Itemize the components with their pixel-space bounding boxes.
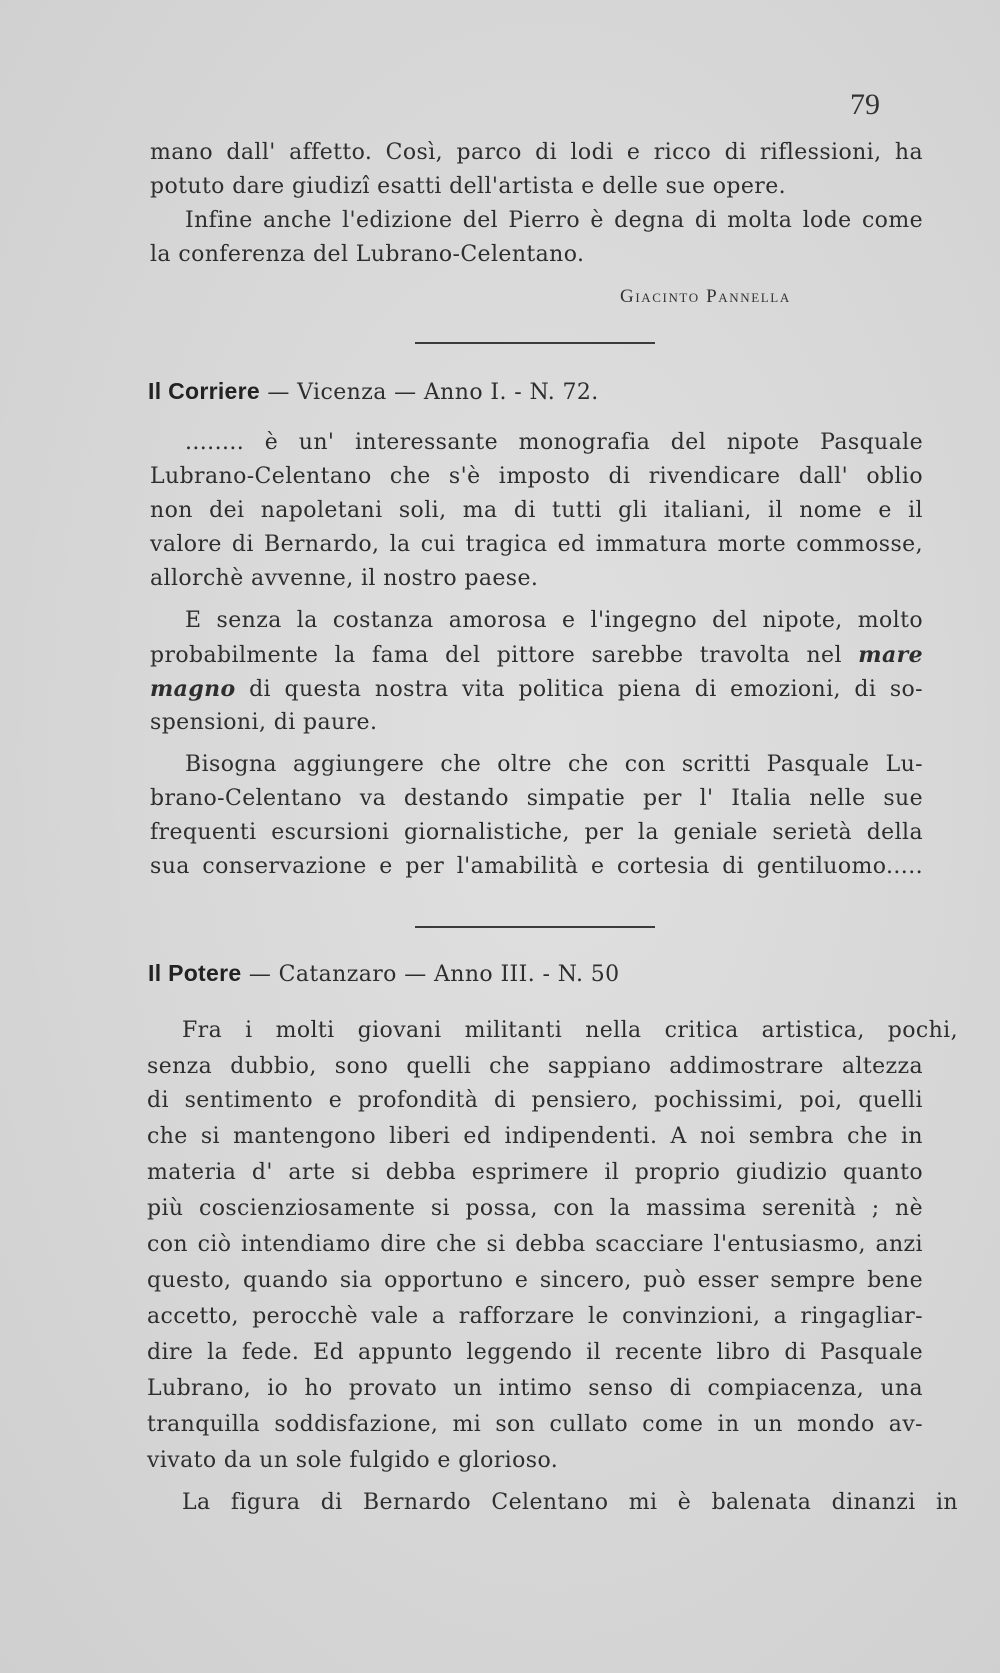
text-line: la conferenza del Lubrano-Celentano.: [150, 242, 585, 267]
section-header: [148, 960, 620, 987]
publication-details: — Vicenza — Anno I. - N. 72.: [259, 380, 599, 405]
text-line: ........ è un' interessante monografia del nipote Pasquale: [185, 430, 923, 455]
text-line: Bisogna aggiungere che oltre che con scritti Pasquale Lu-: [185, 752, 923, 777]
publication-details: — Catanzaro — Anno III. - N. 50: [241, 962, 620, 987]
text-line: [150, 642, 923, 669]
section-divider: [415, 342, 655, 344]
italic-phrase: magno: [150, 676, 236, 702]
text-line: sua conservazione e per l'amabilità e cortesia di gentiluomo.....: [150, 854, 923, 879]
italic-phrase: mare: [858, 642, 923, 668]
text-line: che si mantengono liberi ed indipendenti. A noi sembra che in: [147, 1124, 923, 1149]
publication-name: Il Corriere: [148, 378, 260, 404]
text-line: di sentimento e profondità di pensiero, pochissimi, poi, quelli: [147, 1088, 923, 1113]
text-line: mano dall' affetto. Così, parco di lodi e ricco di riflessioni, ha: [150, 140, 923, 165]
text-segment: di questa nostra vita politica piena di emozioni, di so-: [235, 677, 923, 702]
text-line: E senza la costanza amorosa e l'ingegno del nipote, molto: [185, 608, 923, 633]
text-line: potuto dare giudizî esatti dell'artista e delle sue opere.: [150, 174, 787, 199]
text-line: valore di Bernardo, la cui tragica ed immatura morte commosse,: [150, 532, 923, 557]
text-line: più coscienziosamente si possa, con la massima serenità ; nè: [147, 1196, 923, 1221]
text-segment: probabilmente la fama del pittore sarebbe travolta nel: [150, 643, 859, 668]
text-line: Infine anche l'edizione del Pierro è degna di molta lode come: [185, 208, 923, 233]
text-line: dire la fede. Ed appunto leggendo il recente libro di Pasquale: [147, 1340, 923, 1365]
text-line: Lubrano, io ho provato un intimo senso di compiacenza, una: [147, 1376, 923, 1401]
text-line: La figura di Bernardo Celentano mi è balenata dinanzi in: [182, 1490, 958, 1515]
text-line: questo, quando sia opportuno e sincero, può esser sempre bene: [147, 1268, 923, 1293]
section-divider: [415, 926, 655, 928]
text-line: brano-Celentano va destando simpatie per l' Italia nelle sue: [150, 786, 923, 811]
text-line: vivato da un sole fulgido e glorioso.: [147, 1448, 559, 1473]
text-line: Lubrano-Celentano che s'è imposto di rivendicare dall' oblio: [150, 464, 923, 489]
publication-name: Il Potere: [148, 960, 242, 986]
text-line: non dei napoletani soli, ma di tutti gli italiani, il nome e il: [150, 498, 923, 523]
text-line: materia d' arte si debba esprimere il proprio giudizio quanto: [147, 1160, 923, 1185]
text-line: frequenti escursioni giornalistiche, per la geniale serietà della: [150, 820, 923, 845]
text-line: [150, 676, 923, 703]
page-number: 79: [850, 88, 880, 121]
text-line: con ciò intendiamo dire che si debba scacciare l'entusiasmo, anzi: [147, 1232, 923, 1257]
author-signature: Giacinto Pannella: [620, 286, 791, 307]
section-header: [148, 378, 599, 405]
text-line: Fra i molti giovani militanti nella critica artistica, pochi,: [182, 1018, 958, 1043]
text-line: accetto, perocchè vale a rafforzare le convinzioni, a ringagliar-: [147, 1304, 923, 1329]
text-line: senza dubbio, sono quelli che sappiano addimostrare altezza: [147, 1054, 923, 1079]
text-line: allorchè avvenne, il nostro paese.: [150, 566, 539, 591]
text-line: tranquilla soddisfazione, mi son cullato come in un mondo av-: [147, 1412, 923, 1437]
text-line: spensioni, di paure.: [150, 710, 378, 735]
